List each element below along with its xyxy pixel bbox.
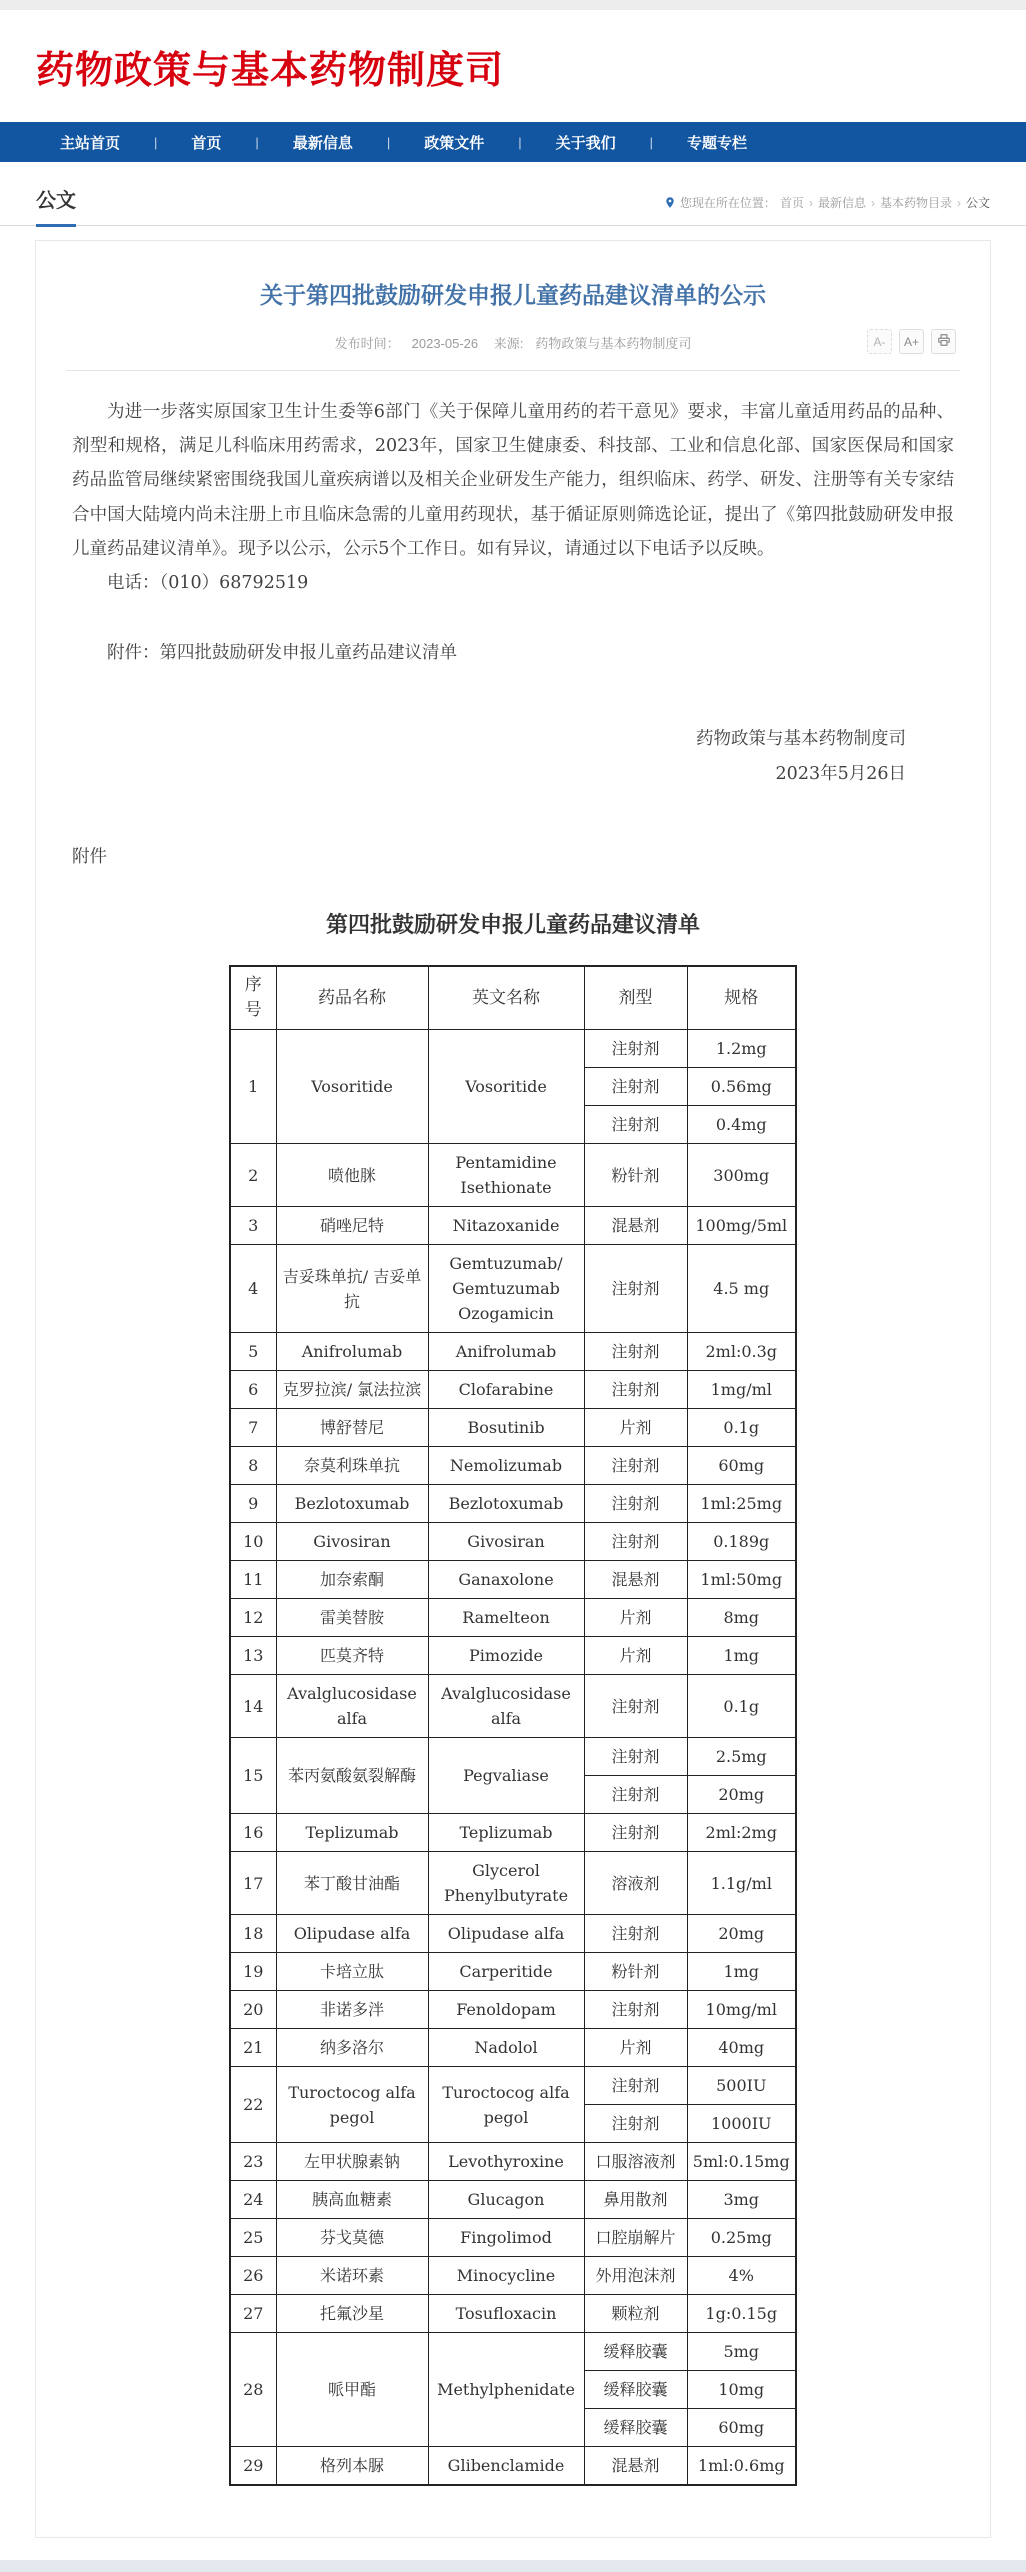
cell-dt: 粉针剂 [584,1144,687,1207]
cell-en: Glycerol Phenylbutyrate [428,1852,584,1915]
cell-no: 21 [230,2029,276,2067]
header-row [230,966,796,1030]
table-row [230,2029,796,2067]
table-row [230,2333,796,2371]
cell-dt: 片剂 [584,1409,687,1447]
cell-cn: 硝唑尼特 [276,1207,428,1245]
table-row [230,1561,796,1599]
breadcrumb-links [780,194,990,211]
nav-separator: | [649,134,654,150]
cell-dt: 缓释胶囊 [584,2409,687,2447]
signature-date: 2023年5月26日 [775,764,906,785]
table-row [230,2295,796,2333]
cell-cn: 纳多洛尔 [276,2029,428,2067]
cell-en: Fingolimod [428,2219,584,2257]
cell-cn: 托氟沙星 [276,2295,428,2333]
cell-cn: 格列本脲 [276,2447,428,2486]
cell-en: Avalglucosidase alfa [428,1675,584,1738]
nav-item-2[interactable]: 首页 [191,134,222,152]
cell-cn: 加奈索酮 [276,1561,428,1599]
font-increase-button[interactable]: A+ [899,329,924,354]
cell-no: 10 [230,1523,276,1561]
cell-en: Glibenclamide [428,2447,584,2486]
cell-cn: 博舒替尼 [276,1409,428,1447]
cell-no: 17 [230,1852,276,1915]
nav-item-5[interactable]: 关于我们 [555,134,616,152]
article-body [66,395,960,874]
table-row [230,1915,796,1953]
source-label: 来源: [493,336,524,352]
cell-en: Pentamidine Isethionate [428,1144,584,1207]
cell-cn: Anifrolumab [276,1333,428,1371]
cell-spec: 8mg [687,1599,796,1637]
cell-cn: 芬戈莫德 [276,2219,428,2257]
cell-spec: 0.56mg [687,1068,796,1106]
cell-dt: 混悬剂 [584,2447,687,2486]
cell-no: 8 [230,1447,276,1485]
cell-dt: 注射剂 [584,1030,687,1068]
cell-spec: 40mg [687,2029,796,2067]
breadcrumb-item-1[interactable]: 首页 [779,196,804,210]
cell-spec: 4.5 mg [687,1245,796,1333]
cell-spec: 3mg [687,2181,796,2219]
header-cell-en: 英文名称 [428,966,584,1030]
cell-en: Clofarabine [428,1371,584,1409]
cell-dt: 注射剂 [584,1776,687,1814]
cell-no: 18 [230,1915,276,1953]
cell-cn: 喷他脒 [276,1144,428,1207]
cell-en: Levothyroxine [428,2143,584,2181]
article-paragraph: 为进一步落实原国家卫生计生委等6部门《关于保障儿童用药的若干意见》要求，丰富儿童适用药品的品种、剂型和规格，满足儿科临床用药需求，2023年，国家卫生健康委、科技部、工业和信息化部、国家医保局和国家药品监管局继续紧密围绕我国儿童疾病谱以及相关企业研发生产能力，组织临床、药学、研发、注册等有关专家结合中国大陆境内尚未注册上市且临床急需的儿童用药现状，基于循证原则筛选论证，提出了《第四批鼓励研发申报儿童药品建议清单》。现予以公示，公示5个工作日。如有异议，请通过以下电话予以反映。 [72,402,954,559]
header-cell-spec: 规格 [687,966,796,1030]
cell-dt: 注射剂 [584,1485,687,1523]
cell-no: 26 [230,2257,276,2295]
breadcrumb-item-3[interactable]: 基本药物目录 [879,196,952,210]
nav-item-4[interactable]: 政策文件 [424,134,485,152]
breadcrumb-separator: › [956,196,961,210]
cell-spec: 1000IU [687,2105,796,2143]
breadcrumb-separator: › [808,196,813,210]
cell-spec: 2ml:2mg [687,1814,796,1852]
cell-dt: 注射剂 [584,1991,687,2029]
cell-dt: 注射剂 [584,1814,687,1852]
cell-cn: 卡培立肽 [276,1953,428,1991]
meta-text [329,336,698,351]
cell-no: 3 [230,1207,276,1245]
cell-no: 16 [230,1814,276,1852]
cell-spec: 1mg [687,1953,796,1991]
cell-dt: 混悬剂 [584,1561,687,1599]
cell-dt: 片剂 [584,1637,687,1675]
cell-en: Tosufloxacin [428,2295,584,2333]
cell-cn: 苯丁酸甘油酯 [276,1852,428,1915]
cell-no: 6 [230,1371,276,1409]
cell-en: Nitazoxanide [428,1207,584,1245]
table-row [230,1030,796,1068]
cell-en: Ganaxolone [428,1561,584,1599]
cell-en: Anifrolumab [428,1333,584,1371]
cell-cn: 吉妥珠单抗/ 吉妥单抗 [276,1245,428,1333]
table-row [230,2447,796,2486]
cell-cn: 奈莫利珠单抗 [276,1447,428,1485]
section-title: 公文 [36,184,76,227]
cell-en: Givosiran [428,1523,584,1561]
table-row [230,2257,796,2295]
main-nav [0,122,1026,162]
attachment-line: 附件：第四批鼓励研发申报儿童药品建议清单 [107,642,457,663]
cell-dt: 注射剂 [584,1523,687,1561]
cell-cn: 苯丙氨酸氨裂解酶 [276,1738,428,1814]
cell-no: 20 [230,1991,276,2029]
cell-no: 14 [230,1675,276,1738]
article-card [35,240,991,2538]
cell-spec: 1.2mg [687,1030,796,1068]
cell-dt: 外用泡沫剂 [584,2257,687,2295]
cell-en: Fenoldopam [428,1991,584,2029]
nav-item-1[interactable]: 主站首页 [60,134,121,152]
nav-separator: | [518,134,522,150]
cell-dt: 溶液剂 [584,1852,687,1915]
cell-en: Pegvaliase [428,1738,584,1814]
cell-cn: Vosoritide [276,1030,428,1144]
breadcrumb-separator: › [870,196,875,210]
cell-spec: 10mg [687,2371,796,2409]
cell-en: Glucagon [428,2181,584,2219]
header-cell-dt: 剂型 [584,966,687,1030]
page-top-strip [0,0,1026,10]
cell-dt: 注射剂 [584,2105,687,2143]
table-row [230,1637,796,1675]
cell-cn: Avalglucosidase alfa [276,1675,428,1738]
cell-no: 11 [230,1561,276,1599]
cell-en: Ramelteon [428,1599,584,1637]
cell-spec: 2ml:0.3g [687,1333,796,1371]
table-row [230,1675,796,1738]
cell-spec: 1ml:0.6mg [687,2447,796,2486]
cell-en: Olipudase alfa [428,1915,584,1953]
site-header [0,10,1026,122]
location-label: 您现在所在位置： [679,196,776,210]
breadcrumb [664,194,990,225]
drug-table-head [230,966,796,1030]
cell-no: 22 [230,2067,276,2143]
cell-spec: 20mg [687,1915,796,1953]
cell-spec: 0.189g [687,1523,796,1561]
cell-dt: 注射剂 [584,1371,687,1409]
location-pin-icon [664,195,676,210]
cell-no: 12 [230,1599,276,1637]
article-meta [66,333,960,371]
cell-cn: 哌甲酯 [276,2333,428,2447]
cell-no: 1 [230,1030,276,1144]
cell-cn: 克罗拉滨/ 氯法拉滨 [276,1371,428,1409]
cell-no: 23 [230,2143,276,2181]
printer-icon [937,333,951,350]
cell-no: 13 [230,1637,276,1675]
header-cell-cn: 药品名称 [276,966,428,1030]
breadcrumb-item-4: 公文 [965,196,990,210]
cell-no: 27 [230,2295,276,2333]
cell-cn: Givosiran [276,1523,428,1561]
cell-dt: 片剂 [584,2029,687,2067]
cell-en: Nemolizumab [428,1447,584,1485]
cell-spec: 1mg/ml [687,1371,796,1409]
cell-spec: 1g:0.15g [687,2295,796,2333]
footer-strip [0,2560,1026,2572]
table-row [230,1814,796,1852]
breadcrumb-item-2[interactable]: 最新信息 [817,196,866,210]
cell-en: Methylphenidate [428,2333,584,2447]
cell-cn: 非诺多泮 [276,1991,428,2029]
cell-dt: 注射剂 [584,1915,687,1953]
table-row [230,1738,796,1776]
cell-dt: 注射剂 [584,1447,687,1485]
cell-spec: 1ml:50mg [687,1561,796,1599]
table-row [230,1207,796,1245]
cell-spec: 300mg [687,1144,796,1207]
cell-no: 7 [230,1409,276,1447]
cell-dt: 注射剂 [584,1068,687,1106]
table-row [230,1852,796,1915]
cell-en: Bezlotoxumab [428,1485,584,1523]
cell-dt: 缓释胶囊 [584,2371,687,2409]
cell-cn: 匹莫齐特 [276,1637,428,1675]
table-row [230,1991,796,2029]
cell-spec: 10mg/ml [687,1991,796,2029]
publish-label: 发布时间： [334,336,400,352]
cell-cn: 胰高血糖素 [276,2181,428,2219]
appendix-label: 附件 [72,847,107,868]
font-decrease-button[interactable]: A- [867,329,892,354]
cell-spec: 500IU [687,2067,796,2105]
breadcrumb-bar [0,162,1026,226]
cell-cn: 左甲状腺素钠 [276,2143,428,2181]
cell-no: 15 [230,1738,276,1814]
table-row [230,2219,796,2257]
article-title: 关于第四批鼓励研发申报儿童药品建议清单的公示 [260,282,766,308]
source-value: 药物政策与基本药物制度司 [535,336,692,352]
site-title: 药物政策与基本药物制度司 [36,49,505,92]
cell-cn: Olipudase alfa [276,1915,428,1953]
cell-no: 4 [230,1245,276,1333]
cell-cn: 雷美替胺 [276,1599,428,1637]
cell-spec: 5ml:0.15mg [687,2143,796,2181]
cell-spec: 60mg [687,2409,796,2447]
cell-spec: 0.4mg [687,1106,796,1144]
cell-en: Turoctocog alfa pegol [428,2067,584,2143]
signature-block [72,722,954,792]
table-row [230,2181,796,2219]
nav-separator: | [255,134,259,150]
cell-dt: 口腔崩解片 [584,2219,687,2257]
cell-en: Gemtuzumab/ Gemtuzumab Ozogamicin [428,1245,584,1333]
cell-dt: 鼻用散剂 [584,2181,687,2219]
cell-no: 2 [230,1144,276,1207]
header-cell-no: 序号 [230,966,276,1030]
cell-spec: 1ml:25mg [687,1485,796,1523]
cell-no: 5 [230,1333,276,1371]
cell-spec: 1mg [687,1637,796,1675]
phone-line: 电话：（010）68792519 [107,572,309,593]
cell-dt: 口服溶液剂 [584,2143,687,2181]
nav-separator: | [154,134,158,150]
cell-spec: 0.1g [687,1409,796,1447]
cell-cn: Teplizumab [276,1814,428,1852]
cell-en: Nadolol [428,2029,584,2067]
cell-no: 19 [230,1953,276,1991]
cell-en: Vosoritide [428,1030,584,1144]
cell-spec: 5mg [687,2333,796,2371]
cell-spec: 2.5mg [687,1738,796,1776]
cell-dt: 注射剂 [584,1333,687,1371]
table-row [230,1599,796,1637]
cell-dt: 混悬剂 [584,1207,687,1245]
print-button[interactable] [931,329,956,354]
meta-tools [867,329,956,354]
cell-no: 29 [230,2447,276,2486]
cell-cn: Turoctocog alfa pegol [276,2067,428,2143]
cell-no: 24 [230,2181,276,2219]
cell-dt: 注射剂 [584,2067,687,2105]
cell-en: Teplizumab [428,1814,584,1852]
table-row [230,1371,796,1409]
table-row [230,1485,796,1523]
nav-item-6[interactable]: 专题专栏 [687,134,748,152]
table-row [230,1523,796,1561]
nav-separator: | [386,134,391,150]
cell-spec: 1.1g/ml [687,1852,796,1915]
cell-en: Minocycline [428,2257,584,2295]
cell-dt: 颗粒剂 [584,2295,687,2333]
cell-spec: 20mg [687,1776,796,1814]
cell-no: 25 [230,2219,276,2257]
cell-dt: 粉针剂 [584,1953,687,1991]
cell-cn: 米诺环素 [276,2257,428,2295]
cell-dt: 片剂 [584,1599,687,1637]
cell-en: Carperitide [428,1953,584,1991]
table-row [230,1333,796,1371]
table-row [230,1144,796,1207]
cell-dt: 缓释胶囊 [584,2333,687,2371]
table-title: 第四批鼓励研发申报儿童药品建议清单 [325,912,700,938]
cell-dt: 注射剂 [584,1738,687,1776]
cell-en: Bosutinib [428,1409,584,1447]
drug-table [229,965,797,2486]
table-row [230,2067,796,2105]
signature-org: 药物政策与基本药物制度司 [696,729,906,750]
cell-dt: 注射剂 [584,1245,687,1333]
cell-no: 28 [230,2333,276,2447]
cell-dt: 注射剂 [584,1106,687,1144]
publish-date: 2023-05-26 [411,336,479,352]
cell-dt: 注射剂 [584,1675,687,1738]
cell-no: 9 [230,1485,276,1523]
cell-spec: 4% [687,2257,796,2295]
table-row [230,1953,796,1991]
table-row [230,1409,796,1447]
table-row [230,2143,796,2181]
nav-item-3[interactable]: 最新信息 [292,134,353,152]
table-row [230,1245,796,1333]
cell-en: Pimozide [428,1637,584,1675]
cell-cn: Bezlotoxumab [276,1485,428,1523]
cell-spec: 0.1g [687,1675,796,1738]
table-row [230,1447,796,1485]
cell-spec: 60mg [687,1447,796,1485]
cell-spec: 0.25mg [687,2219,796,2257]
drug-table-body [230,1030,796,2486]
cell-spec: 100mg/5ml [687,1207,796,1245]
